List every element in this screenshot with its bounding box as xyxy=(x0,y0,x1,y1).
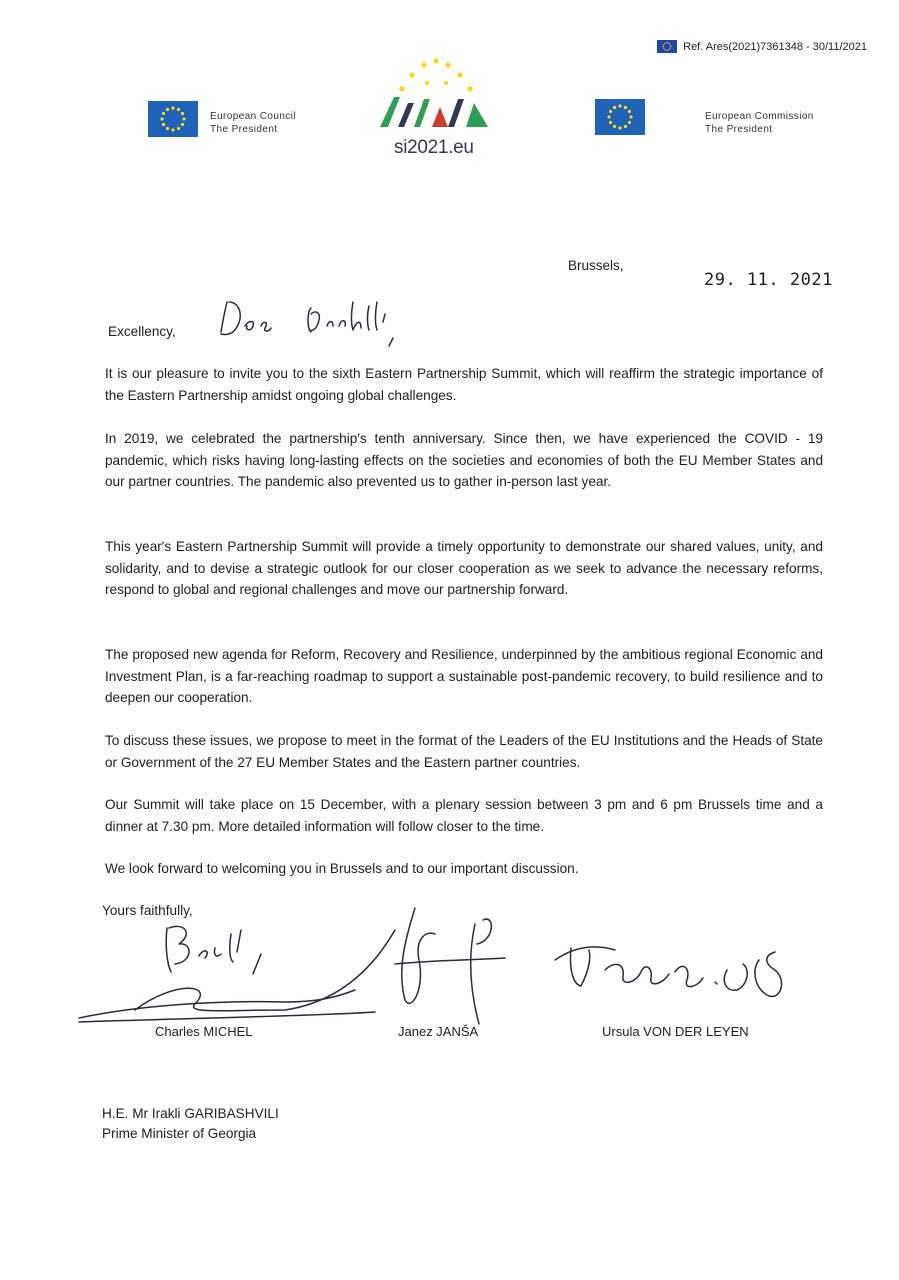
paragraph: Our Summit will take place on 15 December, with a plenary session between 3 pm and 6 pm Brussels time and a dinner at 7.30 pm. More detailed information will follow closer to the time. xyxy=(105,797,823,834)
institution-role: The President xyxy=(210,124,278,135)
institution-name: European Council xyxy=(210,111,296,122)
paragraph: The proposed new agenda for Reform, Recovery and Resilience, underpinned by the ambitious regional Economic and Investment Plan, is a far-reaching roadmap to support a sustainable post-pandemic recovery, to build resilience and to deepen our cooperation. xyxy=(105,647,823,705)
institution-role: The President xyxy=(705,124,773,135)
handwritten-salutation xyxy=(215,290,415,350)
logo-text: si2021.eu xyxy=(394,137,474,158)
european-council-label xyxy=(210,110,296,136)
handwritten-salutation-icon xyxy=(215,290,415,350)
paragraph: This year's Eastern Partnership Summit will provide a timely opportunity to demonstrate our shared values, unity, and solidarity, and to devise a strategic outlook for our closer cooperation as we seek to advance the necessary reforms, respond to global and regional challenges and move our partnership forward. xyxy=(105,539,823,597)
paragraph: To discuss these issues, we propose to meet in the format of the Leaders of the EU Institutions and the Heads of State or Government of the 27 EU Member States and the Eastern partner countries. xyxy=(105,733,823,770)
eu-flag-icon xyxy=(657,40,677,53)
closing: Yours faithfully, xyxy=(102,903,193,918)
signatory-name: Charles MICHEL xyxy=(155,1024,253,1039)
european-commission-label xyxy=(705,110,814,136)
place: Brussels, xyxy=(568,258,624,273)
paragraph: In 2019, we celebrated the partnership's tenth anniversary. Since then, we have experienced the COVID - 19 pandemic, which risks having long-lasting effects on the societies and economies of both the EU Member States and our partner countries. The pandemic also prevented us to gather in-person last year. xyxy=(105,431,823,489)
salutation: Excellency, xyxy=(108,324,176,339)
paragraph: We look forward to welcoming you in Brussels and to our important discussion. xyxy=(105,861,579,876)
date-stamp: 29. 11. 2021 xyxy=(704,270,833,290)
eu-flag-icon xyxy=(148,101,198,137)
si2021-logo xyxy=(370,55,500,165)
eu-flag-icon xyxy=(595,99,645,135)
addressee-block xyxy=(102,1104,279,1144)
institution-name: European Commission xyxy=(705,111,814,122)
si2021-logo-icon xyxy=(370,55,500,137)
reference-text: Ref. Ares(2021)7361348 - 30/11/2021 xyxy=(683,40,867,53)
addressee-name: H.E. Mr Irakli GARIBASHVILI xyxy=(102,1106,279,1121)
reference-stamp xyxy=(657,40,867,53)
paragraph: It is our pleasure to invite you to the sixth Eastern Partnership Summit, which will reaffirm the strategic importance of the Eastern Partnership amidst ongoing global challenges. xyxy=(105,366,823,403)
signatures xyxy=(75,900,795,1030)
addressee-title: Prime Minister of Georgia xyxy=(102,1126,257,1141)
signatory-name: Ursula VON DER LEYEN xyxy=(602,1024,749,1039)
signatures-icon xyxy=(75,900,795,1030)
signatory-name: Janez JANŠA xyxy=(398,1024,479,1039)
